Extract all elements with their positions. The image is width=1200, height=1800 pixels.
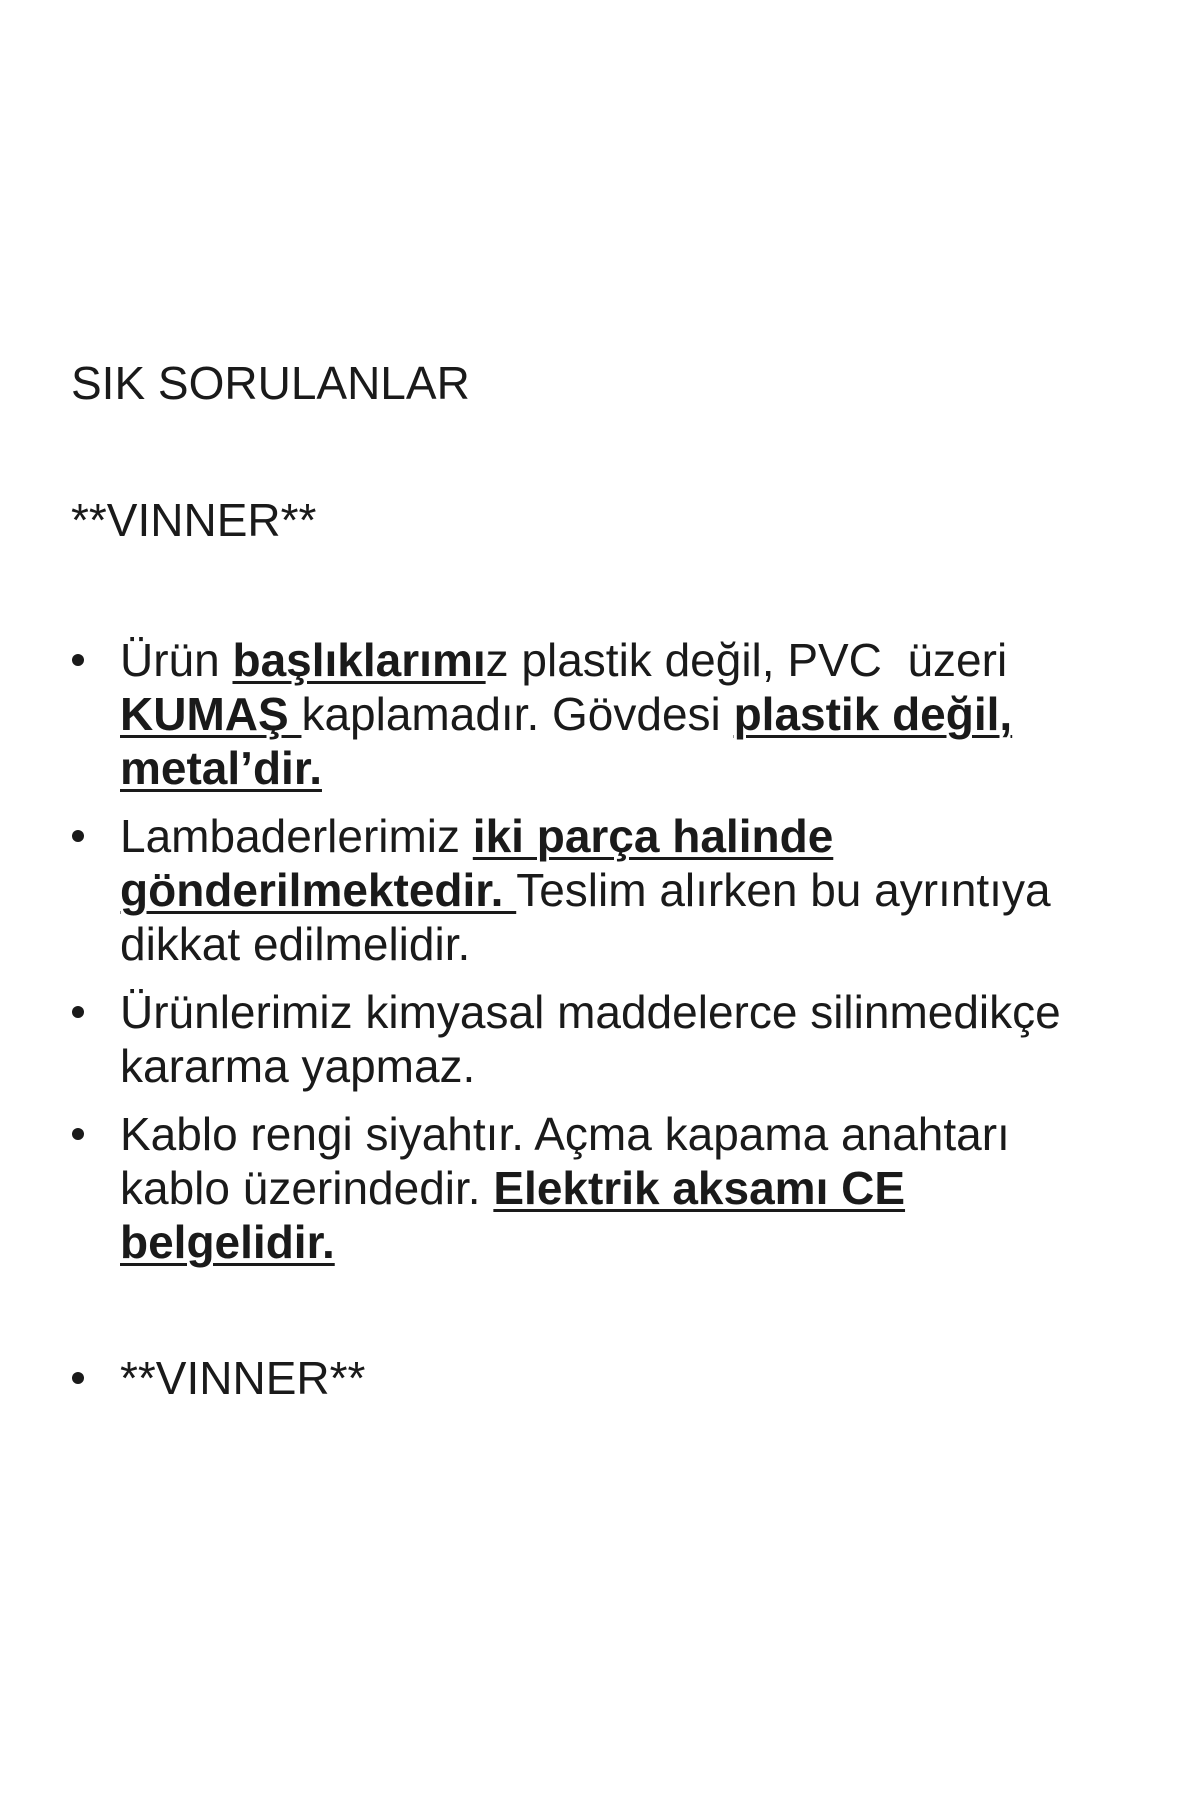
emphasized-text: gönderilmektedir. bbox=[120, 864, 517, 916]
bullet-icon bbox=[72, 1128, 84, 1140]
faq-item bbox=[71, 809, 1171, 971]
faq-line bbox=[120, 985, 1171, 1039]
faq-line bbox=[120, 633, 1171, 687]
faq-line bbox=[120, 809, 1171, 863]
faq-line bbox=[120, 863, 1171, 917]
text-segment: Ürünlerimiz kimyasal maddelerce silinmedikçe bbox=[120, 986, 1061, 1038]
faq-line bbox=[120, 741, 1171, 795]
bullet-icon bbox=[72, 1006, 84, 1018]
faq-line bbox=[120, 1039, 1171, 1093]
emphasized-text: iki parça halinde bbox=[472, 810, 834, 862]
emphasized-text: Elektrik aksamı CE bbox=[493, 1162, 906, 1214]
faq-line bbox=[120, 687, 1171, 741]
emphasized-text: belgelidir. bbox=[120, 1216, 335, 1268]
faq-line bbox=[120, 1215, 1171, 1269]
text-segment: **VINNER** bbox=[120, 1352, 366, 1404]
emphasized-text: metal’dir. bbox=[120, 742, 322, 794]
faq-line bbox=[120, 1107, 1171, 1161]
text-segment: Lambaderlerimiz bbox=[120, 810, 473, 862]
text-segment: dikkat edilmelidir. bbox=[120, 918, 471, 970]
text-segment: kararma yapmaz. bbox=[120, 1040, 476, 1092]
bullet-icon bbox=[72, 1372, 84, 1384]
text-segment: Teslim alırken bu ayrıntıya bbox=[516, 864, 1051, 916]
emphasized-text: KUMAŞ bbox=[120, 688, 302, 740]
faq-item bbox=[71, 1107, 1171, 1269]
emphasized-text: plastik değil, bbox=[733, 688, 1013, 740]
text-segment: Kablo rengi siyahtır. Açma kapama anahtarı bbox=[120, 1108, 1010, 1160]
faq-line bbox=[120, 1161, 1171, 1215]
bullet-icon bbox=[72, 830, 84, 842]
faq-line bbox=[120, 1351, 1171, 1405]
faq-line bbox=[120, 917, 1171, 971]
faq-item bbox=[71, 1351, 1171, 1405]
text-segment: Ürün bbox=[120, 634, 233, 686]
faq-item bbox=[71, 985, 1171, 1093]
text-segment: kaplamadır. Gövdesi bbox=[301, 688, 734, 740]
text-segment: z plastik değil, PVC üzeri bbox=[485, 634, 1008, 686]
bullet-icon bbox=[72, 654, 84, 666]
page-title: SIK SORULANLAR bbox=[71, 357, 470, 409]
faq-list bbox=[71, 633, 1171, 1405]
emphasized-text: başlıklarımı bbox=[232, 634, 486, 686]
brand-heading: **VINNER** bbox=[71, 494, 317, 546]
text-segment: kablo üzerindedir. bbox=[120, 1162, 494, 1214]
faq-document bbox=[71, 356, 1171, 1405]
faq-item bbox=[71, 633, 1171, 795]
